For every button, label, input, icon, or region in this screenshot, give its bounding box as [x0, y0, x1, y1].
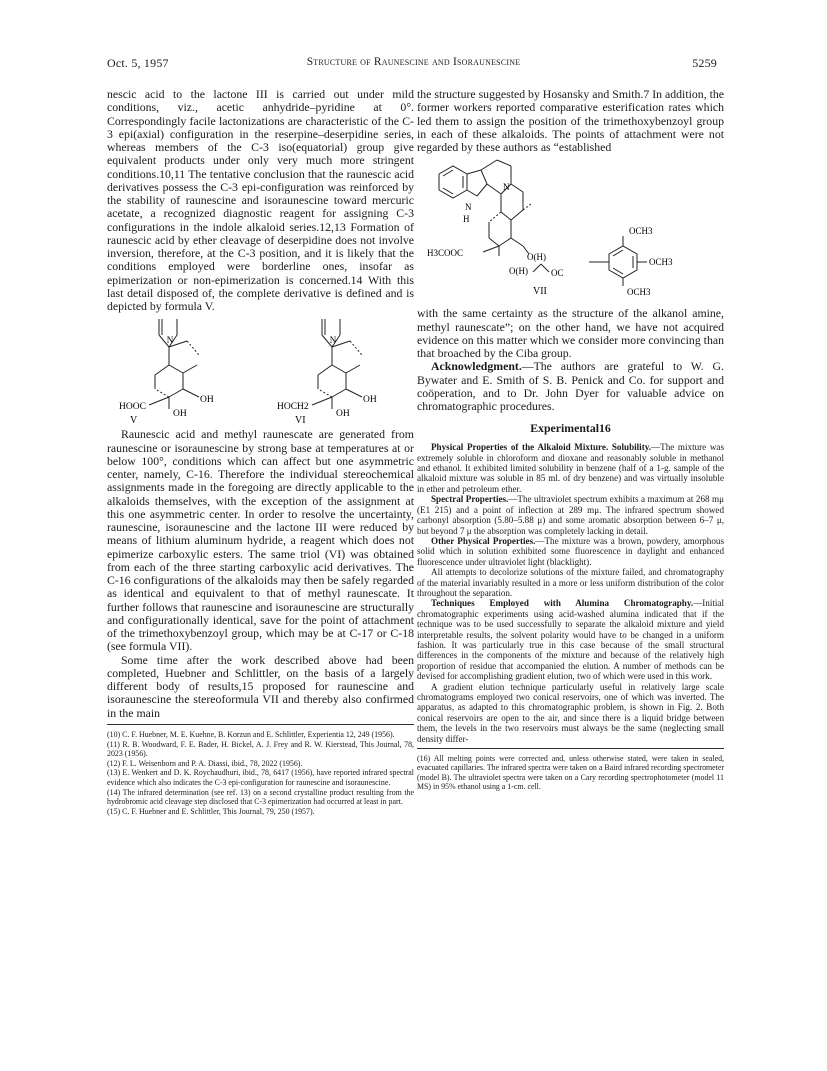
left-paragraph-3: Some time after the work described above had been completed, Huebner and Schlittler, on the basis of a largely different body of results,15 proposed for raunescine and isoraunescine the stereoformula VII and thereby also confirmed in the main — [107, 652, 414, 720]
header-date: Oct. 5, 1957 — [107, 56, 169, 70]
structure-v-substituent: HOOC — [119, 402, 146, 413]
structure-vi-substituent: HOCH2 — [277, 402, 309, 413]
footnote-15: (15) C. F. Huebner and E. Schlittler, This Journal, 79, 250 (1957). — [107, 806, 315, 816]
acknowledgment-heading: Acknowledgment. — [431, 359, 522, 374]
structure-vii-ester: H3COOC — [427, 248, 464, 259]
structure-vi-oh-2: OH — [336, 409, 350, 420]
structure-vii-oh-bottom: O(H) — [509, 266, 528, 277]
footnote-11: (11) R. B. Woodward, F. E. Bader, H. Bickel, A. J. Frey and R. W. Kierstead, This Journal, 78, 2023 (1956). — [107, 739, 414, 758]
experimental-paragraph — [417, 598, 724, 681]
experimental-paragraph — [417, 536, 724, 567]
right-paragraph-1: the structure suggested by Hosansky and Smith.7 In addition, the former workers reported comparative esterification rates which led them to assign the position of the trimethoxybenzoyl group in each of these alkaloids. The points of attachment were not regarded by these authors as “established — [417, 87, 725, 154]
exp-heading-other: Other Physical Properties. — [431, 535, 536, 546]
experimental-paragraph — [417, 682, 724, 744]
left-paragraph-1: nescic acid to the lactone III is carried out under mild conditions, viz., acetic anhydride–pyridine at 0°. Correspondingly facile lactonizations are characteristic of the C-3 epi(axial) configuration in the reserpine–deserpidine series, whereas members of the C-3 iso(equatorial) group give equivalent products under only very much more stringent conditions.10,11 The tentative conclusion that the raunescic acid derivatives possess the C-3 epi-configuration was reinforced by the stability of raunescine and isoraunescine toward mercuric acetate, a recognized diagnostic reagent for assigning C-3 configurations in the indole alkaloid series.12,13 Formation of raunescic acid by ether cleavage of deserpidine does not involve inversion, therefore, at the C-3 position, and it is likely that the conditions employed were borderline ones, insofar as epimerization or non-epimerization is concerned.14 With this last detail disposed of, the complete derivative is defined and is depicted by formula V. — [107, 87, 414, 313]
structure-vii-och3-bottom: OCH3 — [627, 287, 651, 298]
structure-vii-indole-h: H — [463, 214, 470, 225]
structure-vii-oc: OC — [551, 268, 564, 279]
structure-vii-indole-n: N — [465, 202, 472, 213]
left-paragraph-2: Raunescic acid and methyl raunescate are generated from raunescine or isoraunescine by strong base at temperatures at or below 100°, conditions which can affect but one asymmetric center, namely, C-16. Therefore the individual stereochemical assignments made in the foregoing are directly applicable to the alkaloids themselves, with the exception of the assignment at this one asymmetric center. In order to resolve the uncertainty, raunescine, isoraunescine and the lactone III were reduced by means of lithium aluminum hydride, a reagent which does not epimerize carboxylic esters. The same triol (VI) was obtained from each of the three starting carboxylic acid derivatives. The C-16 configurations of the alkaloids may then be safely regarded as identical and equivalent to that of methyl raunescate. It further follows that raunescine and isoraunescine are structurally and configurationally identical, save for the point of attachment of the trimethoxybenzoyl group, which may be at C-17 or C-18 (see formula VII). — [107, 427, 414, 654]
structure-vii-och3-mid: OCH3 — [649, 257, 673, 268]
structure-v-n-label: N — [166, 335, 174, 346]
right-footnote-rule — [417, 748, 724, 749]
experimental-paragraph — [417, 494, 724, 536]
exp-heading-spectral: Spectral Properties. — [431, 494, 509, 505]
structure-vi-numeral: VI — [295, 415, 306, 427]
structure-vii-drawing — [417, 154, 724, 307]
left-column — [107, 88, 414, 816]
experimental-paragraph — [417, 567, 724, 598]
acknowledgment-text: —The authors are grateful to W. G. Bywater and E. Smith of S. B. Penick and Co. for support and coöperation, and to Dr. John Dyer for valuable advice on chromatographic procedures. — [417, 359, 724, 413]
right-paragraph-2: with the same certainty as the structure of the alkanol amine, methyl raunescate”; on the other hand, we have not acquired evidence on this matter which we consider more convincing than that broached by the Ciba group. — [417, 306, 724, 360]
exp-text-gradient: A gradient elution technique particularly useful in relatively large scale chromatograms employed two conical reservoirs, one of which was inverted. The apparatus, as adapted to this chromatographic problem, is shown in Fig. 2. Both conical reservoirs are open to the air, and since there is a liquid bridge between them, the levels in the two reservoirs must always be the same (neglecting small density differ- — [417, 681, 724, 744]
exp-text-solubility: —The mixture was extremely soluble in chloroform and dioxane and reasonably soluble in methanol and ethanol. It exhibited limited solubility in benzene (half of a 1-g. sample of the alkaloid mixture was soluble in 85 ml. of dry benzene) and was virtually insoluble in ether and petroleum ether. — [417, 442, 724, 494]
footnote-16: (16) All melting points were corrected and, unless otherwise stated, were taken in sealed, evacuated capillaries. The infrared spectra were taken on a Baird infrared recording spectrometer (model B). The ultraviolet spectra were taken on a Cary recording spectrophotometer (model 11 MS) in 95% ethanol using a 1-cm. cell. — [417, 754, 724, 791]
acknowledgment — [417, 360, 724, 413]
structure-vii-numeral: VII — [533, 286, 547, 298]
experimental-title: Experimental16 — [530, 421, 611, 436]
structure-v-oh-2: OH — [173, 409, 187, 420]
footnote-14: (14) The infrared determination (see ref. 13) on a second crystalline product resulting from the hydrobromic acid cleavage step disclosed that C-3 epimerization had occurred at least in part. — [107, 787, 414, 806]
exp-heading-alumina: Techniques Employed with Alumina Chromatography. — [431, 598, 694, 609]
header-title: Structure of Raunescine and Isoraunescine — [306, 56, 521, 68]
experimental-paragraph — [417, 442, 724, 494]
structure-vi-oh-1: OH — [363, 395, 377, 406]
structure-v-vi-drawing — [107, 313, 414, 428]
exp-heading-solubility: Physical Properties of the Alkaloid Mixture. Solubility. — [431, 442, 652, 453]
footnote-12: (12) F. L. Weisenborn and P. A. Diassi, ibid., 78, 2022 (1956). — [107, 758, 303, 768]
exp-text-alumina: —Initial chromatographic experiments using acid-washed alumina indicated that if the technique was to be used successfully to separate the alkaloid mixture and yield interpretable results, the solvent polarity would have to be changed in a uniform fashion. It was particularly true in this case because of the small structural differences in the components of the mixture and because of the relatively high proportion of residue that accompanied the elution. A number of methods can be devised for accomplishing gradient elution, two of which were used in this work. — [417, 598, 724, 682]
structure-vii-och3-top: OCH3 — [629, 226, 653, 237]
exp-text-decolorize: All attempts to decolorize solutions of the mixture failed, and chromatography of the material invariably resulted in a more or less uniform distribution of the color throughout the separation. — [417, 567, 724, 598]
footnote-10: (10) C. F. Huebner, M. E. Kuehne, B. Korzun and E. Schlittler, Experientia 12, 249 (1956). — [107, 729, 395, 739]
left-footnote-rule — [107, 724, 414, 725]
structure-v-oh-1: OH — [200, 395, 214, 406]
exp-text-spectral: —The ultraviolet spectrum exhibits a maximum at 268 mμ (E1 215) and a point of inflection at 289 mμ. The infrared spectrum showed carbonyl absorption (5.80–5.88 μ) and some aromatic absorption between 6–7 μ, but beyond 7 μ the absorption was completely lacking in detail. — [417, 494, 724, 536]
footnote-13: (13) E. Wenkert and D. K. Roychaudhuri, ibid., 78, 6417 (1956), have reported infrared spectral evidence which also indicates the C-3 epi-configuration for raunescine and isoraunescine. — [107, 768, 414, 787]
structure-vi-n-label: N — [329, 335, 337, 346]
structure-vii-oh-top: O(H) — [527, 252, 546, 263]
exp-text-other: —The mixture was a brown, powdery, amorphous solid which in solution exhibited some fluorescence in daylight and enhanced fluorescence under ultraviolet light (blacklight). — [417, 535, 724, 567]
structures-v-vi — [107, 313, 414, 428]
header-page-number: 5259 — [692, 56, 717, 70]
structure-v-numeral: V — [130, 415, 138, 427]
structure-vii — [417, 154, 724, 307]
structure-vii-n: N — [503, 182, 510, 193]
right-column — [417, 88, 724, 791]
